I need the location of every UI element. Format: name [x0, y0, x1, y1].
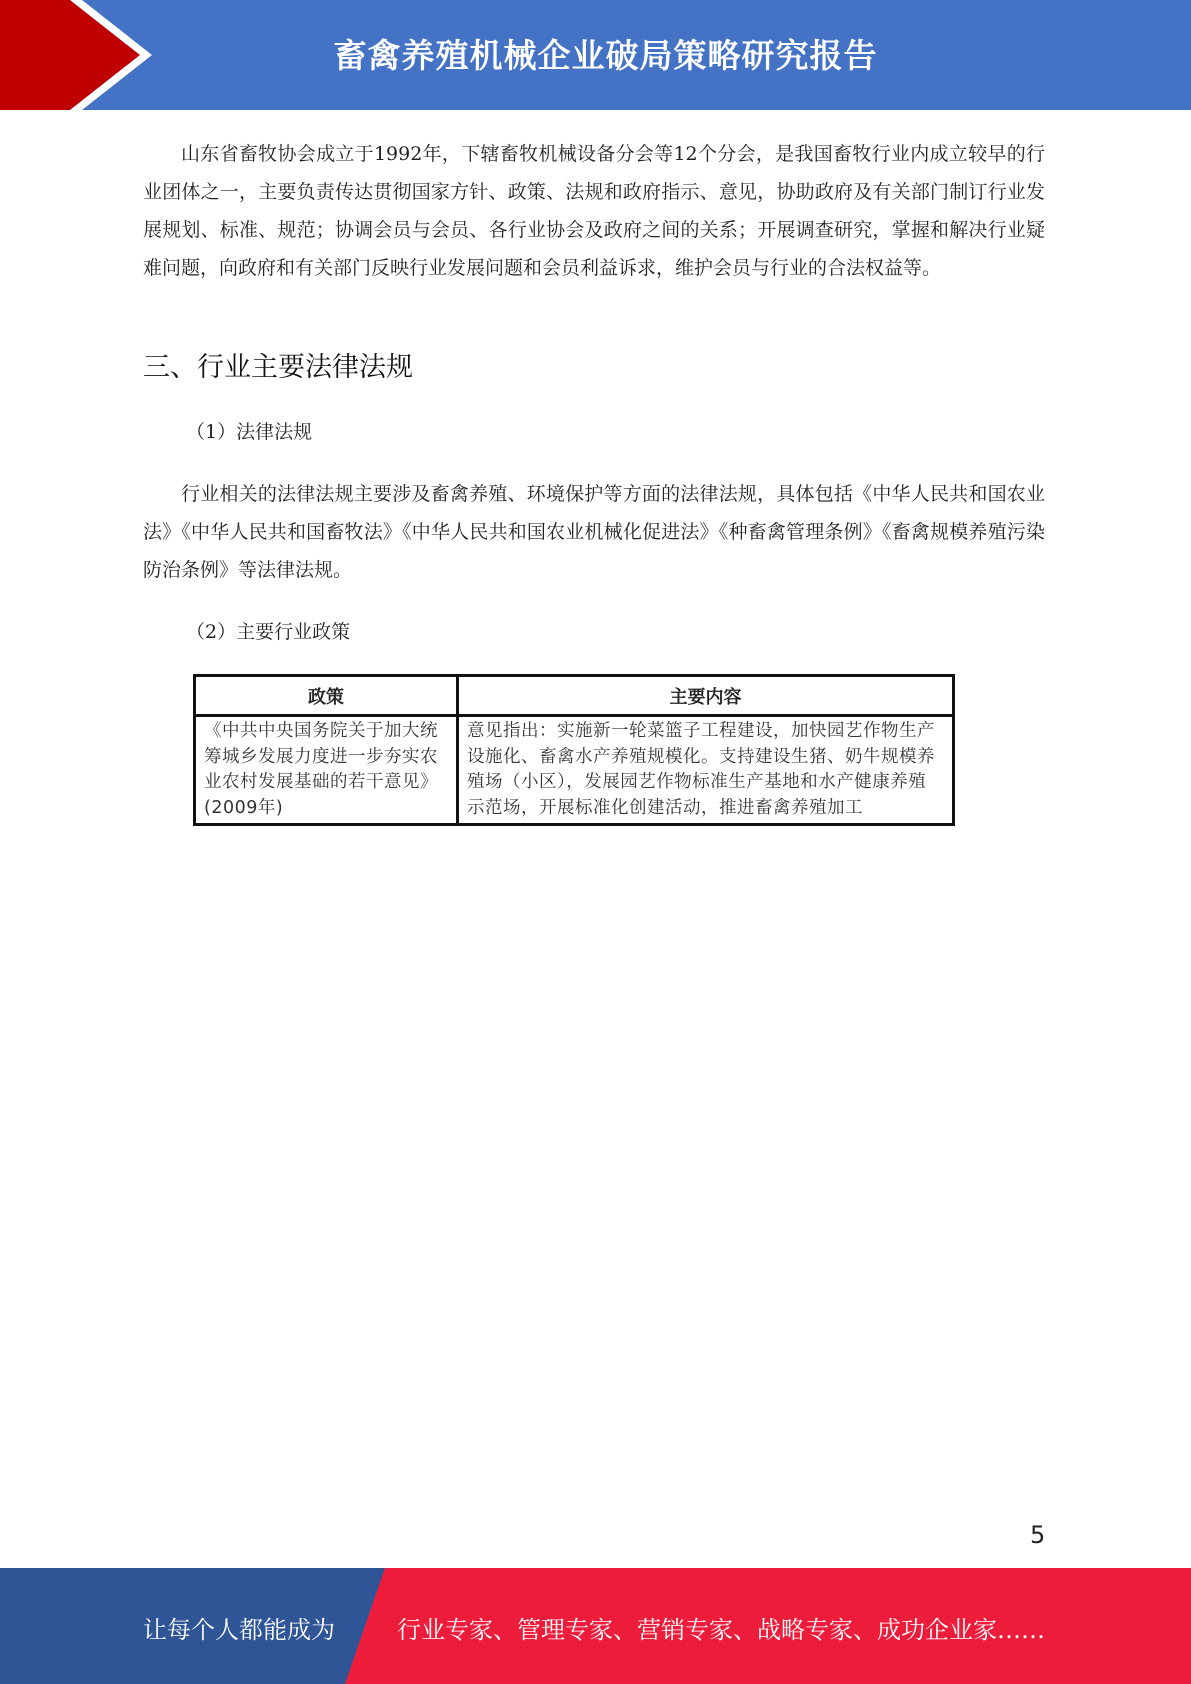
report-title: 畜禽养殖机械企业破局策略研究报告	[333, 36, 878, 75]
intro-paragraph: 山东省畜牧协会成立于1992年，下辖畜牧机械设备分会等12个分会，是我国畜牧行业内成立较早的行业团体之一，主要负责传达贯彻国家方针、政策、法规和政府指示、意见，协助政府及有关部门制订行业发展规划、标准、规范；协调会员与会员、各行业协会及政府之间的关系；开展调查研究，掌握和解决行业疑难问题，向政府和有关部门反映行业发展问题和会员利益诉求，维护会员与行业的合法权益等。	[143, 143, 1045, 279]
table-cell-policy: 《中共中央国务院关于加大统筹城乡发展力度进一步夯实农业农村发展基础的若干意见》(2009年)	[195, 716, 458, 825]
laws-paragraph-block	[143, 475, 1045, 589]
footer-slogan-left: 让每个人都能成为	[143, 1616, 335, 1644]
footer-slogan-right: 行业专家、管理专家、营销专家、战略专家、成功企业家……	[397, 1616, 1045, 1644]
table-header-row	[195, 676, 954, 716]
table-cell-content: 意见指出：实施新一轮菜篮子工程建设，加快园艺作物生产设施化、畜禽水产养殖规模化。支持建设生猪、奶牛规模养殖场（小区），发展园艺作物标准生产基地和水产健康养殖示范场，开展标准化创建活动，推进畜禽养殖加工	[458, 716, 954, 825]
table-header-content: 主要内容	[458, 676, 954, 716]
sub-heading-policies: （2）主要行业政策	[186, 621, 351, 643]
policy-table	[193, 674, 955, 826]
table-header-policy: 政策	[195, 676, 458, 716]
page-number: 5	[1030, 1521, 1046, 1549]
footer-banner	[0, 1568, 1191, 1684]
intro-paragraph-block	[143, 135, 1045, 287]
sub-heading-laws: （1）法律法规	[186, 421, 313, 443]
header-banner	[0, 0, 1191, 110]
laws-paragraph: 行业相关的法律法规主要涉及畜禽养殖、环境保护等方面的法律法规，具体包括《中华人民共和国农业法》《中华人民共和国畜牧法》《中华人民共和国农业机械化促进法》《种畜禽管理条例》《畜禽规模养殖污染防治条例》等法律法规。	[143, 483, 1045, 581]
table-row	[195, 716, 954, 825]
section-heading: 三、行业主要法律法规	[143, 352, 413, 383]
